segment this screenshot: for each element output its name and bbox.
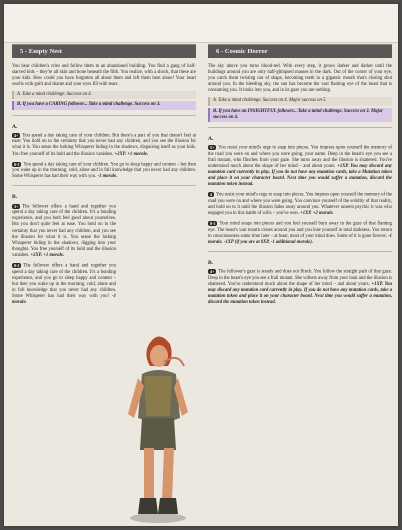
outcome-text: The follower offers a hand and together you spend a day taking care of the children. It's a bonding experience, and you go to sleep happy and content – but then you wake up in the morning, cold, alone and in full knowledge that you never had any children. Some Whisperer has had their way with you!	[12, 263, 116, 300]
outcome-text: You spend a day taking care of your children. But there's a part of you that doesn't feel at ease: You hold on to the certainty that you never had any children, and you see the illusion for what it is. You sense the lurking Whisperer hiding in the shadows, disguising itself as your kids. You free yourself of its hold and the illusion vanishes.	[12, 133, 196, 157]
mutant-child-illustration	[120, 322, 196, 524]
outcome-reward: +1XP. You may discard any mutation card currently in play. If you do not have any mutation cards, take a mutation token and place it on your character board. Next time you would suffer a mutation, discard the mutation token instead.	[208, 281, 392, 306]
dice-result-badge: 4+	[210, 269, 215, 275]
intro-text: You hear children's cries and follow them to an abandoned building. You find a gang of half-starved kids – they're all skin and bone beneath the filth. You realize, with a shock, that these are your kids. How could you have forgotten all about them and left them here alone! Your heart swells with guilt and shame and your eyes fill with tears.	[12, 64, 196, 88]
section-header: 6 - Cosmic Horror	[208, 44, 392, 58]
option-a: A. Take a mind challenge. Success on 4.	[12, 91, 196, 99]
outcome-b1	[12, 204, 116, 259]
divider	[12, 185, 196, 186]
divider	[12, 115, 196, 116]
divider	[208, 127, 392, 128]
outcome-a1	[12, 133, 196, 158]
subheading-b: B.	[12, 194, 18, 201]
dice-result-badge: 0-2	[14, 262, 20, 268]
outcome-text: You resist your mind's urge to snap into pieces. You impress upon yourself the memory of the road you were on and where you were going, your name. Deep in the beast's eye you see a frail mutant, who flinches from your gaze. She turns away and the illusion is shattered. You've understood much about the shape of her mind – and about yours.	[208, 145, 392, 169]
outcome-text: You spend a day taking care of your children. You go to sleep happy and content – but then you wake up in the morning, cold, alone and in full knowledge that you never had any children. Some Whisperer has had their way with you.	[12, 162, 196, 180]
outcome-reward: -1 morale.	[97, 174, 118, 180]
outcome-reward: -1 morale.	[12, 294, 116, 306]
dice-result-badge: 4+	[14, 132, 19, 138]
outcome-a3	[208, 221, 392, 246]
outcome-a1	[208, 145, 392, 188]
subheading-a: A.	[208, 135, 214, 142]
outcome-reward: +1XP. You may discard any mutation card currently in play. If you do not have any mutation cards, take a Mutation token and place it on your character board. Next time you would suffer a mutation, discard the mutation token instead.	[208, 163, 393, 187]
torn-paper-top	[4, 4, 398, 43]
outcome-reward: +1XP. +2 morale.	[300, 210, 334, 216]
outcome-b2	[12, 263, 116, 306]
dice-result-badge: 3+	[14, 203, 19, 209]
option-a: A. Take a mind challenge. Success on 4. Major success on 5.	[208, 97, 392, 105]
subheading-b: B.	[208, 259, 214, 266]
outcome-reward: -1 morale. -1XP (if you are at 0XP, -1 additional morale).	[208, 233, 392, 245]
outcome-text: The follower offers a hand and together you spend a day taking care of the children. It's a bonding experience, and you both feel good about yourselves. But you don't quite feel at ease. You hold on to the certainty that you never had any children, and you see the illusion for what it is. You sense the lurking Whisperer hiding in the shadows, digging into your thoughts. You free yourself of its hold and the illusion vanishes.	[12, 204, 116, 258]
outcome-reward: +2XP. +1 morale.	[114, 151, 149, 157]
intro-text: The sky above you turns blood-red. With every step, it grows darker and darker until the buildings around you are only half-glimpsed masses in the dark. Out of the corner of your eye, you catch them twisting out of shape, becoming teeth in a gigantic mouth that's closing shut around you. In the bleeding sky, the sun has become the vast flaming eye of the beast that is consuming you. It looks into you, and in its gaze you are nothing.	[208, 64, 392, 94]
subheading-a: A.	[12, 123, 18, 130]
right-column	[208, 44, 392, 310]
wrapped-text-block	[12, 204, 116, 307]
dice-result-badge: 0-3	[14, 161, 20, 167]
dice-result-badge: 5+	[210, 144, 215, 150]
dice-result-badge: 0-3	[210, 221, 216, 227]
outcome-b1	[208, 269, 392, 306]
option-b: B. If you have an INSIGHTFUL follower... Take a mind challenge. Success on 3. Major success on 4.	[208, 108, 392, 122]
divider	[208, 251, 392, 252]
outcome-a2	[12, 162, 196, 181]
outcome-text: Your mind snaps into pieces and you feel yourself burn away in the gaze of that flaming eye. The beast's vast mouth closes around you and you lose yourself in total darkness. You return to consciousness some time later – at least, most of your mind does. Some of it is gone forever.	[208, 221, 392, 239]
left-column	[12, 44, 196, 310]
section-header: 5 - Empty Nest	[12, 44, 196, 58]
outcome-text: You resist your mind's urge to snap into pieces. You impress upon yourself the memory of the road you were on and where you were going. You convince yourself of the solidity of that reality, and hold on to it until the illusion fades away around you. Whatever unseen psychic it was who engaged you in this battle of wills – you've won.	[208, 192, 392, 216]
option-b: B. If you have a CARING follower... Take a mind challenge. Success on 3.	[12, 101, 196, 109]
outcome-a2	[208, 192, 392, 217]
outcome-reward: +2XP. +1 morale.	[30, 252, 65, 258]
dice-result-badge: 4	[210, 192, 212, 198]
rulebook-page	[4, 4, 398, 526]
outcome-text: The follower's gaze is steady and does not flinch. You follow the straight path of that gaze. Deep in the beast's eye you see a frail mutant. She withers away from your look and the illusion is shattered. You've understood much about the shape of her mind – and about yours.	[208, 269, 392, 287]
